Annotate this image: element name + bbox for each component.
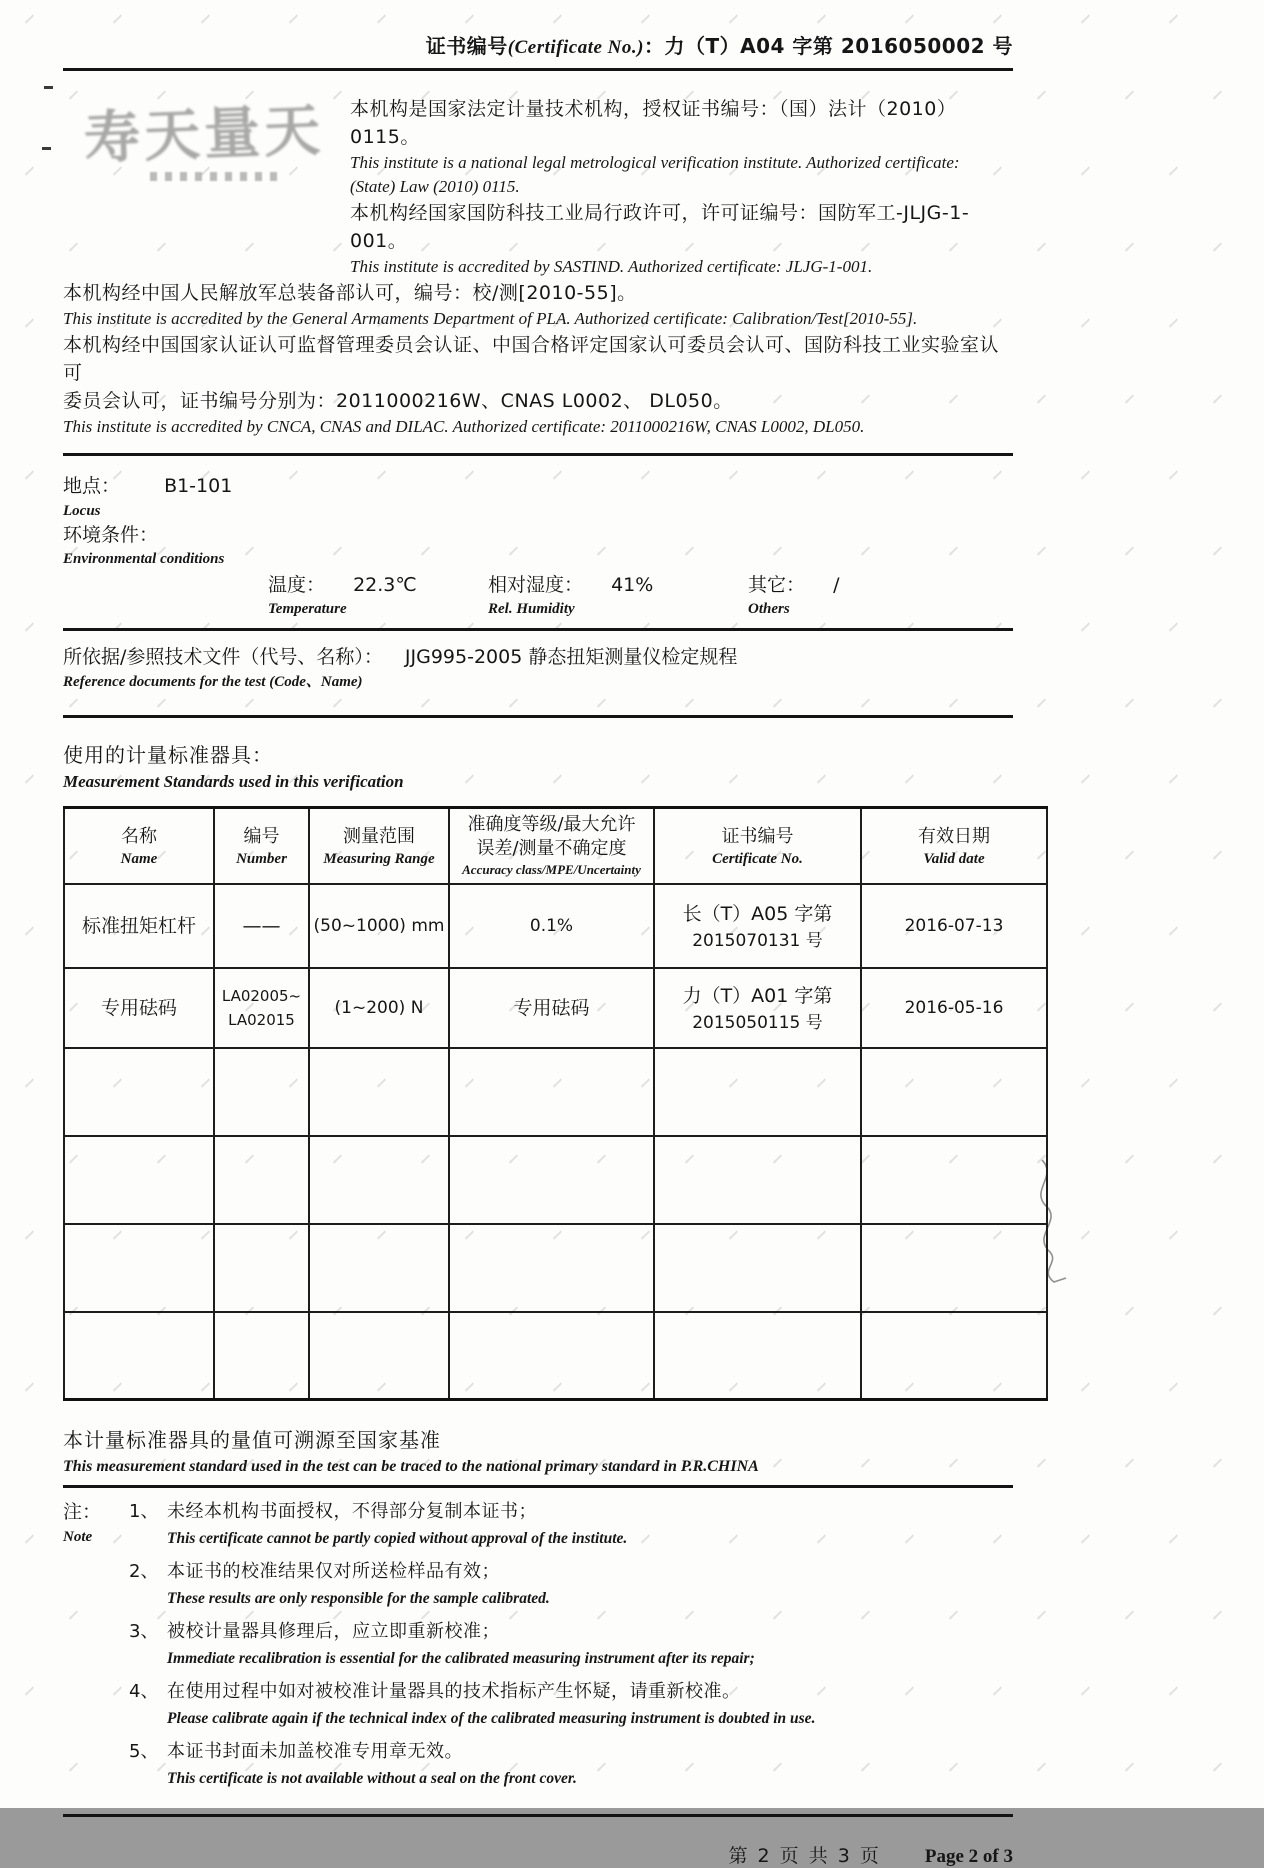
- traceability-en: This measurement standard used in the test can be traced to the national primary standard in P.R.CHINA: [63, 1458, 759, 1475]
- empty-cell: [654, 1048, 861, 1136]
- temperature-block: [268, 572, 488, 620]
- note-number: 1、: [129, 1501, 159, 1522]
- divider-rule: [63, 715, 1013, 718]
- empty-cell: [309, 1136, 449, 1224]
- note-number: 5、: [129, 1741, 159, 1762]
- column-header-accuracy-en: Accuracy class/MPE/Uncertainty: [462, 861, 641, 877]
- table-header-row: [64, 808, 1047, 884]
- reference-label-zh: 所依据/参照技术文件（代号、名称）：: [63, 646, 383, 668]
- notes-body: [129, 1498, 815, 1798]
- locus-value: B1-101: [164, 475, 233, 497]
- others-label: 其它：: [748, 574, 806, 596]
- certificate-number-label-zh: 证书编号: [425, 34, 508, 58]
- humidity-label-en: Rel. Humidity: [488, 601, 575, 617]
- column-header-valid-zh: 有效日期: [918, 825, 990, 847]
- page-content: [63, 0, 1013, 1868]
- cell-range: (50~1000) mm: [309, 884, 449, 968]
- column-header-number: [214, 808, 309, 884]
- page-footer: [63, 1841, 1013, 1868]
- empty-cell: [309, 1048, 449, 1136]
- table-empty-row: [64, 1312, 1047, 1400]
- column-header-range: [309, 808, 449, 884]
- column-header-name-en: Name: [120, 850, 158, 867]
- standards-heading-zh: 使用的计量标准器具：: [63, 743, 273, 767]
- table-empty-row: [64, 1048, 1047, 1136]
- empty-cell: [64, 1312, 214, 1400]
- empty-cell: [309, 1312, 449, 1400]
- humidity-block: [488, 572, 748, 620]
- empty-cell: [214, 1224, 309, 1312]
- note-number: 4、: [129, 1681, 159, 1702]
- accreditation-p1-en-line2: (State) Law (2010) 0115.: [350, 177, 520, 196]
- empty-cell: [449, 1136, 654, 1224]
- cell-number-line2: LA02015: [228, 1010, 295, 1029]
- cell-accuracy: 0.1%: [449, 884, 654, 968]
- note-text: [167, 1558, 550, 1612]
- humidity-label: 相对湿度：: [488, 574, 584, 596]
- humidity-value: 41%: [611, 574, 654, 596]
- cell-name: 专用砝码: [64, 968, 214, 1048]
- accreditation-p1-en-line1: This institute is a national legal metrological verification institute. Authorized certificate:: [350, 153, 960, 172]
- accreditation-p4-en: This institute is accredited by CNCA, CNAS and DILAC. Authorized certificate: 2011000216W, CNAS L0002, DL050.: [63, 417, 865, 436]
- temperature-value: 22.3℃: [353, 574, 417, 596]
- cell-number: ——: [214, 884, 309, 968]
- note-en: This certificate cannot be partly copied without approval of the institute.: [167, 1530, 628, 1547]
- note-item: [129, 1558, 815, 1612]
- note-text: [167, 1618, 755, 1672]
- empty-cell: [64, 1224, 214, 1312]
- certificate-number-label-en: (Certificate No.): [507, 37, 644, 58]
- empty-cell: [861, 1048, 1047, 1136]
- note-text: [167, 1738, 577, 1792]
- empty-cell: [214, 1312, 309, 1400]
- empty-cell: [654, 1136, 861, 1224]
- column-header-accuracy: [449, 808, 654, 884]
- temperature-label-en: Temperature: [268, 601, 347, 617]
- temperature-label: 温度：: [268, 574, 326, 596]
- empty-cell: [449, 1312, 654, 1400]
- note-zh: 在使用过程中如对被校准计量器具的技术指标产生怀疑，请重新校准。: [167, 1681, 741, 1702]
- accreditation-p2-zh: 本机构经国家国防科技工业局行政许可，许可证编号：国防军工-JLJG-1-001。: [350, 202, 970, 252]
- accreditation-wide: [63, 279, 1013, 439]
- empty-cell: [449, 1224, 654, 1312]
- column-header-number-en: Number: [236, 850, 287, 867]
- calligraphy-stamp-text: 寿天量天: [83, 97, 326, 172]
- empty-cell: [449, 1048, 654, 1136]
- empty-cell: [309, 1224, 449, 1312]
- cell-certificate-line2: 2015050115 号: [692, 1012, 823, 1033]
- accreditation-p3-zh: 本机构经中国人民解放军总装备部认可，编号：校/测[2010-55]。: [63, 282, 637, 304]
- reference-label-en: Reference documents for the test (Code、Name): [63, 674, 363, 690]
- table-row: [64, 968, 1047, 1048]
- cell-certificate-line1: 长（T）A05 字第: [682, 902, 833, 925]
- note-text: [167, 1678, 815, 1732]
- note-zh: 未经本机构书面授权，不得部分复制本证书；: [167, 1501, 537, 1522]
- certificate-number-value: ：力（T）A04 字第 2016050002 号: [643, 34, 1013, 58]
- note-text: [167, 1498, 627, 1552]
- accreditation-intro: [350, 95, 1013, 279]
- notes-label-en: Note: [63, 1529, 93, 1545]
- note-zh: 本证书的校准结果仅对所送检样品有效；: [167, 1561, 500, 1582]
- note-item: [129, 1618, 815, 1672]
- note-number: 2、: [129, 1561, 159, 1582]
- note-zh: 本证书封面未加盖校准专用章无效。: [167, 1741, 463, 1762]
- empty-cell: [214, 1048, 309, 1136]
- cell-number-line1: LA02005~: [221, 986, 302, 1005]
- column-header-certificate-en: Certificate No.: [712, 850, 803, 867]
- empty-cell: [654, 1312, 861, 1400]
- cell-certificate-line1: 力（T）A01 字第: [682, 984, 833, 1007]
- accreditation-p2-en: This institute is accredited by SASTIND. Authorized certificate: JLJG-1-001.: [350, 257, 873, 276]
- environment-label-zh: 环境条件：: [63, 524, 159, 546]
- divider-rule: [63, 68, 1013, 71]
- divider-rule: [63, 453, 1013, 456]
- cell-certificate: [654, 968, 861, 1048]
- reference-value: JJG995-2005 静态扭矩测量仪检定规程: [404, 646, 738, 668]
- note-number: 3、: [129, 1621, 159, 1642]
- standards-table: [63, 806, 1048, 1401]
- notes-label-zh: 注：: [63, 1501, 102, 1523]
- empty-cell: [861, 1136, 1047, 1224]
- note-zh: 被校计量器具修理后，应立即重新校准；: [167, 1621, 500, 1642]
- divider-rule: [63, 628, 1013, 631]
- empty-cell: [861, 1312, 1047, 1400]
- cell-name: 标准扭矩杠杆: [64, 884, 214, 968]
- accreditation-p1-zh: 本机构是国家法定计量技术机构，授权证书编号：（国）法计（2010）0115。: [350, 98, 957, 148]
- others-label-en: Others: [748, 601, 790, 617]
- table-empty-row: [64, 1224, 1047, 1312]
- reference-row: [63, 643, 1013, 671]
- certificate-number-line: [63, 34, 1013, 60]
- cell-range: (1~200) N: [309, 968, 449, 1048]
- cell-accuracy: 专用砝码: [449, 968, 654, 1048]
- column-header-valid: [861, 808, 1047, 884]
- empty-cell: [654, 1224, 861, 1312]
- notes-label: [63, 1498, 129, 1798]
- table-row: [64, 884, 1047, 968]
- accreditation-p4-zh-line2: 委员会认可，证书编号分别为：2011000216W、CNAS L0002、 DL050。: [63, 390, 733, 412]
- scan-artifact-dash: [42, 147, 51, 150]
- note-en: This certificate is not available without a seal on the front cover.: [167, 1770, 577, 1787]
- others-block: [748, 572, 839, 620]
- locus-label-zh: 地点：: [63, 475, 121, 497]
- divider-rule: [63, 1814, 1013, 1817]
- note-item: [129, 1678, 815, 1732]
- notes-section: [63, 1498, 1013, 1798]
- standards-heading-en: Measurement Standards used in this verification: [63, 772, 404, 791]
- note-item: [129, 1738, 815, 1792]
- scan-artifact-dash: [44, 86, 53, 89]
- column-header-accuracy-zh1: 准确度等级/最大允许: [467, 813, 636, 835]
- locus-label-en: Locus: [63, 503, 101, 519]
- cell-number: [214, 968, 309, 1048]
- empty-cell: [214, 1136, 309, 1224]
- column-header-number-zh: 编号: [243, 825, 280, 847]
- environment-label-en: Environmental conditions: [63, 551, 225, 567]
- column-header-range-en: Measuring Range: [323, 850, 435, 867]
- empty-cell: [64, 1136, 214, 1224]
- cell-certificate-line2: 2015070131 号: [692, 930, 823, 951]
- note-en: Immediate recalibration is essential for the calibrated measuring instrument after its repair;: [167, 1650, 755, 1667]
- column-header-name-zh: 名称: [121, 825, 157, 847]
- column-header-certificate: [654, 808, 861, 884]
- cell-valid-date: 2016-05-16: [861, 968, 1047, 1048]
- divider-rule: [63, 1485, 1013, 1488]
- page-number-zh: 第 2 页 共 3 页: [728, 1845, 881, 1867]
- cell-certificate: [654, 884, 861, 968]
- note-en: These results are only responsible for the sample calibrated.: [167, 1590, 550, 1607]
- column-header-certificate-zh: 证书编号: [721, 825, 794, 847]
- column-header-valid-en: Valid date: [923, 850, 985, 867]
- note-en: Please calibrate again if the technical index of the calibrated measuring instrument is doubted in use.: [167, 1710, 816, 1727]
- locus-row: [63, 472, 1013, 500]
- cell-valid-date: 2016-07-13: [861, 884, 1047, 968]
- note-item: [129, 1498, 815, 1552]
- accreditation-p4-zh-line1: 本机构经中国国家认证认可监督管理委员会认证、中国合格评定国家认可委员会认可、国防科技工业实验室认可: [63, 334, 1000, 384]
- accreditation-p3-en: This institute is accredited by the General Armaments Department of PLA. Authorized certificate: Calibration/Test[2010-55].: [63, 309, 918, 328]
- column-header-name: [64, 808, 214, 884]
- environment-values: [268, 572, 1013, 620]
- column-header-range-zh: 测量范围: [343, 825, 415, 847]
- column-header-accuracy-zh2: 误差/测量不确定度: [476, 837, 627, 859]
- empty-cell: [64, 1048, 214, 1136]
- empty-cell: [861, 1224, 1047, 1312]
- page-number-en: Page 2 of 3: [924, 1846, 1013, 1867]
- traceability-zh: 本计量标准器具的量值可溯源至国家基准: [63, 1428, 441, 1452]
- others-value: /: [833, 574, 840, 596]
- table-empty-row: [64, 1136, 1047, 1224]
